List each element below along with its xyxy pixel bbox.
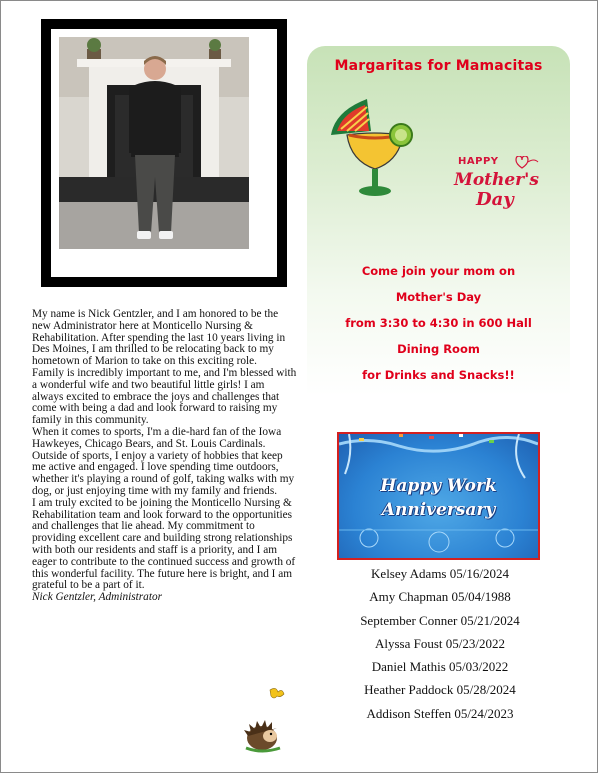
administrator-bio (32, 309, 297, 604)
bio-signature: Nick Gentzler, Administrator (32, 591, 163, 604)
photo-illustration (59, 37, 249, 249)
logo-day-text: Day (476, 189, 514, 210)
bio-paragraph-commitment: I am truly excited to be joining the Monticello Nursing & Rehabilitation team and look forward to the opportunities and challenges that lie ahead. My commitment to providing excellent care and building strong relationships with both our residents and staff is a priority, and I am eager to contribute to the continued success and growth of this wonderful facility. The future here is bright, and I am grateful to be a part of it. (32, 496, 296, 592)
anniversary-list (320, 562, 560, 725)
logo-happy-text: HAPPY (458, 156, 499, 167)
bio-paragraph-hobbies: When it comes to sports, I'm a die-hard fan of the Iowa Hawkeyes, Chicago Bears, and St. Louis Cardinals. Outside of sports, I enjoy a variety of hobbies that keep me active and engaged. I love spending time outdoors, whether it's playing a round of golf, taking walks with my dog, or just enjoying time with my family and friends. (32, 425, 295, 497)
logo-mothers-text: Mother's (454, 170, 539, 190)
happy-mothers-day-logo (450, 156, 550, 218)
hedgehog-butterfly-icon (240, 686, 290, 756)
list-item: September Conner 05/21/2024 (360, 612, 520, 628)
confetti-icon (339, 434, 538, 558)
list-item: Heather Paddock 05/28/2024 (364, 682, 516, 698)
event-line-refreshments: for Drinks and Snacks!! (362, 368, 515, 382)
mothers-day-event-box (307, 46, 570, 396)
photo-mat (51, 29, 277, 277)
event-line-invite: Come join your mom on (361, 264, 516, 278)
margarita-glass-icon (327, 91, 419, 201)
work-anniversary-banner (337, 432, 540, 560)
heart-icon (510, 156, 540, 170)
administrator-photo-frame (41, 19, 287, 287)
bio-paragraph-family: Family is incredibly important to me, and I'm blessed with a wonderful wife and two beautiful little girls! I am always excited to embrace the joys and challenges that come with being a dad and look forward to raising my family in this community. (32, 366, 297, 427)
event-line-location: Dining Room (397, 342, 480, 356)
bio-paragraph-intro: My name is Nick Gentzler, and I am honored to be the new Administrator here at Monticello Nursing & Rehabilitation. After spending the last 10 years living in Des Moines, I am thrilled to be relocating back to my hometown of Marion to take on this exciting role. (32, 308, 286, 368)
banner-line-happy-work: Happy Work (380, 476, 497, 496)
administrator-photo (59, 37, 269, 269)
list-item: Amy Chapman 05/04/1988 (369, 589, 511, 605)
list-item: Kelsey Adams 05/16/2024 (371, 566, 509, 581)
list-item: Addison Steffen 05/24/2023 (366, 705, 514, 721)
event-title: Margaritas for Mamacitas (334, 58, 543, 74)
list-item: Alyssa Foust 05/23/2022 (374, 635, 505, 651)
event-details (307, 258, 570, 388)
banner-line-anniversary: Anniversary (381, 500, 496, 520)
event-line-occasion: Mother's Day (395, 290, 482, 304)
list-item: Daniel Mathis 05/03/2022 (371, 659, 509, 675)
event-line-time: from 3:30 to 4:30 in 600 Hall (345, 316, 532, 330)
